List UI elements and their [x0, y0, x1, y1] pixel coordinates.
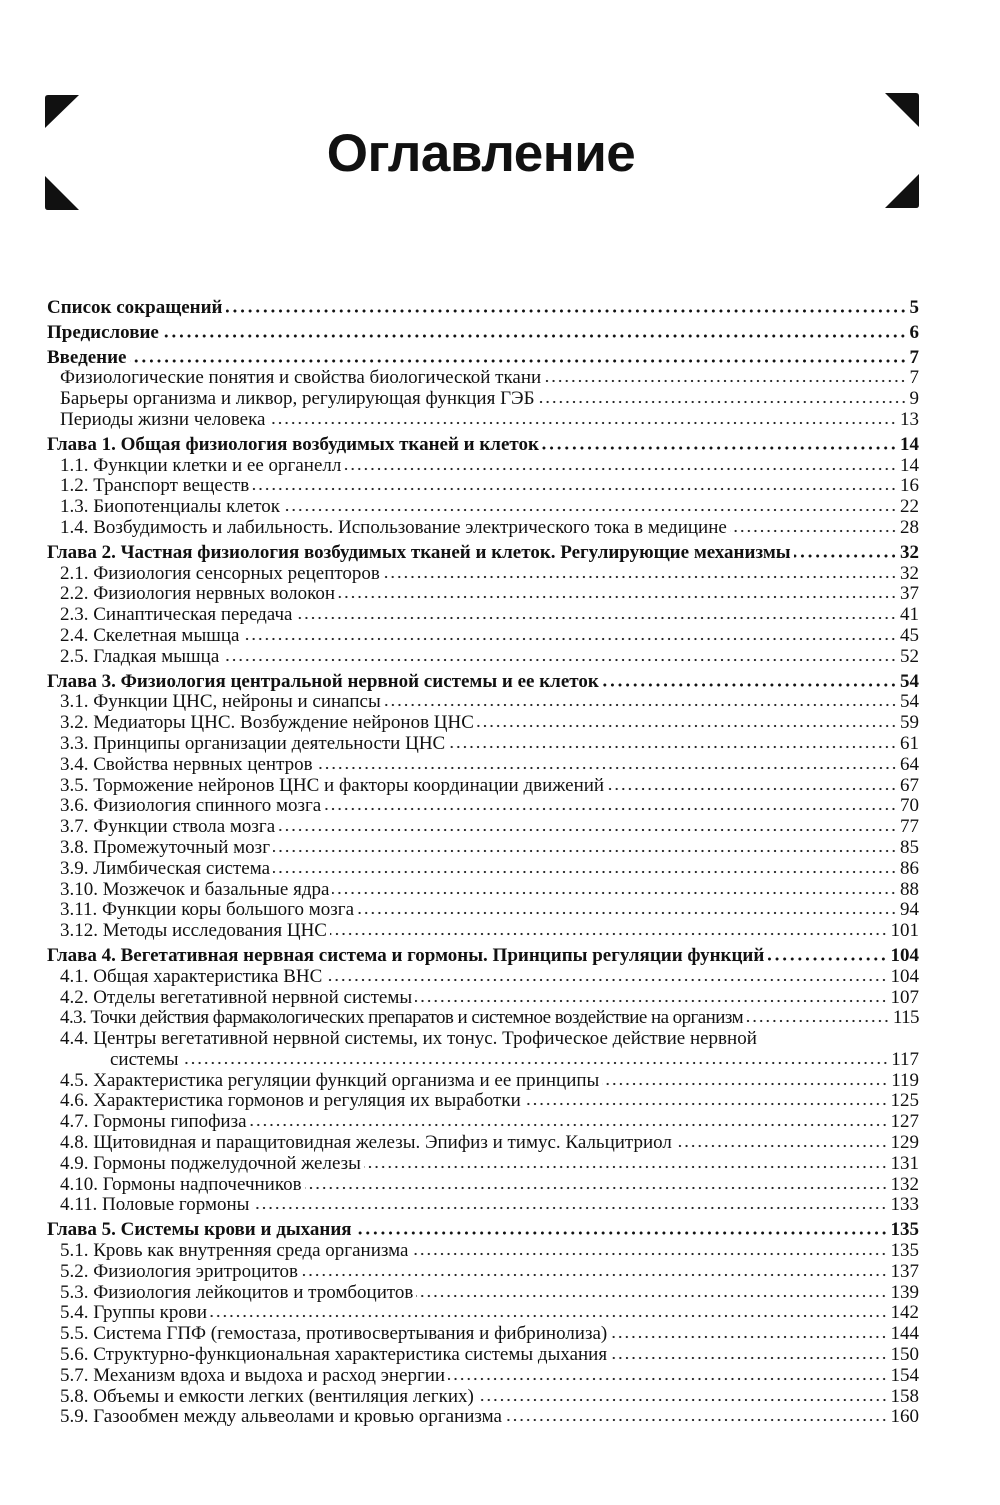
- dot-leader: [250, 1117, 888, 1127]
- page-number: 135: [890, 1240, 919, 1262]
- page-number: 104: [890, 965, 919, 987]
- dot-leader: [283, 502, 897, 512]
- entry-title: 4.4. Центры вегетативной нервной системы, их тонус. Трофическое действие нервной: [60, 1029, 757, 1050]
- page-number: 119: [891, 1069, 919, 1091]
- toc-section-entry[interactable]: [47, 647, 919, 668]
- entry-title: 4.6. Характеристика гормонов и регуляция их выработки: [60, 1091, 521, 1112]
- dot-leader: [332, 885, 897, 895]
- page-number: 16: [900, 475, 919, 497]
- dot-leader: [610, 1329, 887, 1339]
- entry-title: Физиологические понятия и свойства биологической ткани: [60, 368, 542, 389]
- dot-leader: [338, 589, 897, 599]
- page-number: 70: [900, 795, 919, 817]
- entry-title: 1.3. Биопотенциалы клеток: [60, 497, 281, 518]
- entry-title: 3.3. Принципы организации деятельности ЦНС: [60, 733, 446, 754]
- entry-title: 1.1. Функции клетки и ее органелл: [60, 455, 342, 476]
- entry-title: 5.4. Группы крови: [60, 1303, 208, 1324]
- toc-chapter-entry[interactable]: [47, 946, 919, 967]
- dot-leader: [273, 843, 897, 853]
- toc-section-entry[interactable]: [47, 776, 919, 797]
- toc-section-entry[interactable]: [47, 497, 919, 518]
- dot-leader: [448, 1371, 887, 1381]
- entry-title: 3.5. Торможение нейронов ЦНС и факторы координации движений: [60, 775, 605, 796]
- dot-leader: [794, 548, 897, 558]
- dot-leader: [384, 697, 897, 707]
- page-number: 104: [890, 944, 919, 966]
- dot-leader: [324, 801, 897, 811]
- entry-title: 5.1. Кровь как внутренняя среда организма: [60, 1241, 409, 1262]
- dot-leader: [295, 610, 897, 620]
- entry-title: 4.8. Щитовидная и паращитовидная железы. Эпифиз и тимус. Кальцитриол: [60, 1133, 672, 1154]
- dot-leader: [415, 993, 887, 1003]
- toc-section-entry[interactable]: [47, 1175, 919, 1196]
- toc-section-entry[interactable]: [47, 1324, 919, 1345]
- page-number: 88: [900, 878, 919, 900]
- dot-leader: [411, 1246, 887, 1256]
- toc-section-entry[interactable]: [47, 838, 919, 859]
- dot-leader: [355, 1225, 888, 1235]
- entry-title: 3.6. Физиология спинного мозга: [60, 796, 322, 817]
- page-number: 142: [890, 1302, 919, 1324]
- entry-title: Периоды жизни человека: [60, 409, 266, 430]
- toc-section-entry[interactable]: [47, 1283, 919, 1304]
- page-number: 125: [890, 1090, 919, 1112]
- page-number: 54: [900, 670, 919, 692]
- page-number: 101: [890, 920, 919, 942]
- dot-leader: [448, 739, 897, 749]
- page-number: 32: [900, 541, 919, 563]
- entry-title: Глава 1. Общая физиология возбудимых тканей и клеток: [47, 434, 539, 455]
- toc-chapter-entry[interactable]: [47, 298, 919, 319]
- toc-section-entry[interactable]: [47, 817, 919, 838]
- page-number: 67: [900, 774, 919, 796]
- entry-title: 1.2. Транспорт веществ: [60, 476, 250, 497]
- page-number: 7: [909, 346, 919, 368]
- toc-section-entry[interactable]: [47, 713, 919, 734]
- dot-leader: [222, 652, 897, 662]
- entry-title: 5.5. Система ГПФ (гемостаза, противосвертывания и фибринолиза): [60, 1324, 608, 1345]
- entry-title: Введение: [47, 347, 127, 368]
- page-number: 7: [909, 367, 919, 389]
- page-number: 61: [900, 732, 919, 754]
- dot-leader: [130, 353, 907, 363]
- toc-section-entry[interactable]: [47, 605, 919, 626]
- toc-section-entry-continuation[interactable]: [47, 1050, 919, 1071]
- entry-title: 3.10. Мозжечок и базальные ядра: [60, 879, 330, 900]
- page-number: 5: [909, 297, 919, 318]
- dot-leader: [602, 677, 897, 687]
- toc-section-entry[interactable]: [47, 796, 919, 817]
- toc-section-entry[interactable]: [47, 1029, 919, 1050]
- dot-leader: [544, 373, 906, 383]
- entry-title: Предисловие: [47, 322, 159, 343]
- page-number: 144: [890, 1323, 919, 1345]
- entry-title: 4.2. Отделы вегетативной нервной системы: [60, 987, 413, 1008]
- page-number: 14: [900, 454, 919, 476]
- dot-leader: [607, 781, 897, 791]
- dot-leader: [210, 1308, 887, 1318]
- entry-title: 4.1. Общая характеристика ВНС: [60, 966, 323, 987]
- entry-title: 3.1. Функции ЦНС, нейроны и синапсы: [60, 692, 381, 713]
- entry-title: 4.5. Характеристика регуляции функций организма и ее принципы: [60, 1070, 600, 1091]
- page-number: 85: [900, 836, 919, 858]
- entry-title: 4.7. Гормоны гипофиза: [60, 1112, 247, 1133]
- dot-leader: [344, 461, 897, 471]
- entry-title: 5.2. Физиология эритроцитов: [60, 1261, 299, 1282]
- page-number: 135: [890, 1219, 919, 1241]
- dot-leader: [301, 1267, 887, 1277]
- toc-section-entry[interactable]: [47, 1091, 919, 1112]
- toc-section-entry[interactable]: [47, 967, 919, 988]
- page-number: 9: [909, 388, 919, 410]
- page-number: 37: [900, 583, 919, 605]
- dot-leader: [252, 481, 897, 491]
- toc-chapter-entry[interactable]: [47, 348, 919, 369]
- toc-section-entry[interactable]: [47, 755, 919, 776]
- page-number: 28: [900, 516, 919, 538]
- entry-title: 3.4. Свойства нервных центров: [60, 754, 313, 775]
- entry-title: 5.7. Механизм вдоха и выдоха и расход энергии: [60, 1365, 446, 1386]
- toc-section-entry[interactable]: [47, 626, 919, 647]
- dot-leader: [325, 972, 887, 982]
- page-number: 59: [900, 712, 919, 734]
- entry-title: 2.2. Физиология нервных волокон: [60, 584, 336, 605]
- toc-section-entry[interactable]: [47, 1262, 919, 1283]
- dot-leader: [542, 440, 897, 450]
- page-number: 115: [892, 1007, 919, 1029]
- toc-section-entry[interactable]: [47, 1154, 919, 1175]
- entry-title: 4.11. Половые гормоны: [60, 1195, 250, 1216]
- toc-section-entry[interactable]: [47, 456, 919, 477]
- dot-leader: [162, 328, 907, 338]
- toc-section-entry[interactable]: [47, 692, 919, 713]
- entry-title: 4.3. Точки действия фармакологических препаратов и системное воздействие на организм: [60, 1008, 744, 1029]
- dot-leader: [602, 1076, 888, 1086]
- page-number: 86: [900, 857, 919, 879]
- toc-section-entry[interactable]: [47, 1071, 919, 1092]
- entry-title: 2.5. Гладкая мышца: [60, 646, 220, 667]
- toc-section-entry[interactable]: [47, 734, 919, 755]
- page-number: 41: [900, 604, 919, 626]
- toc-section-entry[interactable]: [47, 1366, 919, 1387]
- page-number: 137: [890, 1260, 919, 1282]
- page-title: Оглавление: [326, 124, 636, 183]
- entry-title: Список сокращений: [47, 298, 223, 318]
- dot-leader: [357, 905, 897, 915]
- toc-section-entry[interactable]: [47, 476, 919, 497]
- entry-title: 2.3. Синаптическая передача: [60, 605, 293, 626]
- page-number: 45: [900, 624, 919, 646]
- page-number: 6: [909, 321, 919, 343]
- dot-leader: [675, 1138, 888, 1148]
- toc-section-entry[interactable]: [47, 988, 919, 1009]
- entry-title: 1.4. Возбудимость и лабильность. Использование электрического тока в медицине: [60, 517, 727, 538]
- dot-leader: [767, 951, 887, 961]
- page-number: 94: [900, 899, 919, 921]
- page-number: 139: [890, 1281, 919, 1303]
- page-number: 13: [900, 408, 919, 430]
- dot-leader: [273, 864, 897, 874]
- toc-section-entry[interactable]: [47, 389, 919, 410]
- entry-title: Глава 4. Вегетативная нервная система и гормоны. Принципы регуляции функций: [47, 945, 765, 966]
- toc-section-entry[interactable]: [47, 1112, 919, 1133]
- dot-leader: [226, 303, 907, 313]
- entry-title: 4.10. Гормоны надпочечников: [60, 1174, 302, 1195]
- toc-section-entry[interactable]: [47, 518, 919, 539]
- dot-leader: [610, 1350, 887, 1360]
- toc-chapter-entry[interactable]: [47, 1220, 919, 1241]
- toc-chapter-entry[interactable]: [47, 543, 919, 564]
- dot-leader: [242, 631, 897, 641]
- page-number: 52: [900, 645, 919, 667]
- entry-title: 2.4. Скелетная мышца: [60, 625, 240, 646]
- entry-title: Глава 5. Системы крови и дыхания: [47, 1220, 352, 1241]
- toc-section-entry[interactable]: [47, 584, 919, 605]
- dot-leader: [524, 1096, 888, 1106]
- dot-leader: [182, 1055, 889, 1065]
- dot-leader: [364, 1159, 888, 1169]
- toc-section-entry[interactable]: [47, 564, 919, 585]
- page-number: 32: [900, 562, 919, 584]
- toc-section-entry[interactable]: [47, 368, 919, 389]
- dot-leader: [477, 718, 897, 728]
- dot-leader: [730, 523, 897, 533]
- toc-section-entry[interactable]: [47, 1407, 919, 1428]
- dot-leader: [330, 926, 888, 936]
- toc-chapter-entry[interactable]: [47, 435, 919, 456]
- entry-title: 3.2. Медиаторы ЦНС. Возбуждение нейронов ЦНС: [60, 713, 474, 734]
- page-number: 131: [890, 1152, 919, 1174]
- dot-leader: [538, 394, 907, 404]
- entry-title: 3.9. Лимбическая система: [60, 858, 271, 879]
- dot-leader: [746, 1013, 890, 1023]
- entry-title: 4.9. Гормоны поджелудочной железы: [60, 1153, 361, 1174]
- toc-section-entry[interactable]: [47, 1387, 919, 1408]
- toc-section-entry[interactable]: [47, 1345, 919, 1366]
- page-number: 22: [900, 496, 919, 518]
- entry-title: 3.12. Методы исследования ЦНС: [60, 921, 327, 942]
- dot-leader: [305, 1180, 888, 1190]
- page-number: 150: [890, 1344, 919, 1366]
- toc-section-entry[interactable]: [47, 1195, 919, 1216]
- page-number: 127: [890, 1111, 919, 1133]
- entry-title-continuation: системы: [110, 1049, 179, 1070]
- toc-section-entry[interactable]: [47, 1008, 919, 1029]
- table-of-contents: [47, 294, 919, 1428]
- page-number: 154: [890, 1364, 919, 1386]
- dot-leader: [383, 569, 897, 579]
- entry-title: 5.3. Физиология лейкоцитов и тромбоцитов: [60, 1282, 414, 1303]
- page-number: 158: [890, 1385, 919, 1407]
- entry-title: Глава 3. Физиология центральной нервной системы и ее клеток: [47, 671, 599, 692]
- entry-title: 5.9. Газообмен между альвеолами и кровью организма: [60, 1407, 502, 1428]
- dot-leader: [505, 1412, 888, 1422]
- page-number: 133: [890, 1194, 919, 1216]
- toc-section-entry[interactable]: [47, 900, 919, 921]
- entry-title: 3.11. Функции коры большого мозга: [60, 900, 355, 921]
- entry-title: 3.7. Функции ствола мозга: [60, 817, 276, 838]
- toc-section-entry[interactable]: [47, 1303, 919, 1324]
- page-number: 54: [900, 691, 919, 713]
- toc-section-entry[interactable]: [47, 410, 919, 431]
- toc-section-entry[interactable]: [47, 1241, 919, 1262]
- toc-section-entry[interactable]: [47, 921, 919, 942]
- dot-leader: [268, 415, 897, 425]
- page-number: 117: [891, 1048, 919, 1070]
- dot-leader: [278, 822, 897, 832]
- page-number: 107: [890, 986, 919, 1008]
- dot-leader: [477, 1392, 888, 1402]
- entry-title: 5.8. Объемы и емкости легких (вентиляция легких): [60, 1386, 474, 1407]
- page-number: 14: [900, 433, 919, 455]
- dot-leader: [416, 1288, 887, 1298]
- page-number: 132: [890, 1173, 919, 1195]
- entry-title: Барьеры организма и ликвор, регулирующая функция ГЭБ: [60, 389, 535, 410]
- dot-leader: [252, 1200, 887, 1210]
- toc-section-entry[interactable]: [47, 880, 919, 901]
- page-number: 77: [900, 816, 919, 838]
- page-number: 64: [900, 753, 919, 775]
- entry-title: 3.8. Промежуточный мозг: [60, 837, 270, 858]
- page-number: 160: [890, 1406, 919, 1428]
- entry-title: 2.1. Физиология сенсорных рецепторов: [60, 563, 380, 584]
- entry-title: Глава 2. Частная физиология возбудимых тканей и клеток. Регулирующие механизмы: [47, 542, 791, 563]
- toc-chapter-entry[interactable]: [47, 323, 919, 344]
- toc-chapter-entry[interactable]: [47, 672, 919, 693]
- dot-leader: [316, 760, 897, 770]
- toc-section-entry[interactable]: [47, 859, 919, 880]
- entry-title: 5.6. Структурно-функциональная характеристика системы дыхания: [60, 1345, 608, 1366]
- page-number: 129: [890, 1132, 919, 1154]
- toc-section-entry[interactable]: [47, 1133, 919, 1154]
